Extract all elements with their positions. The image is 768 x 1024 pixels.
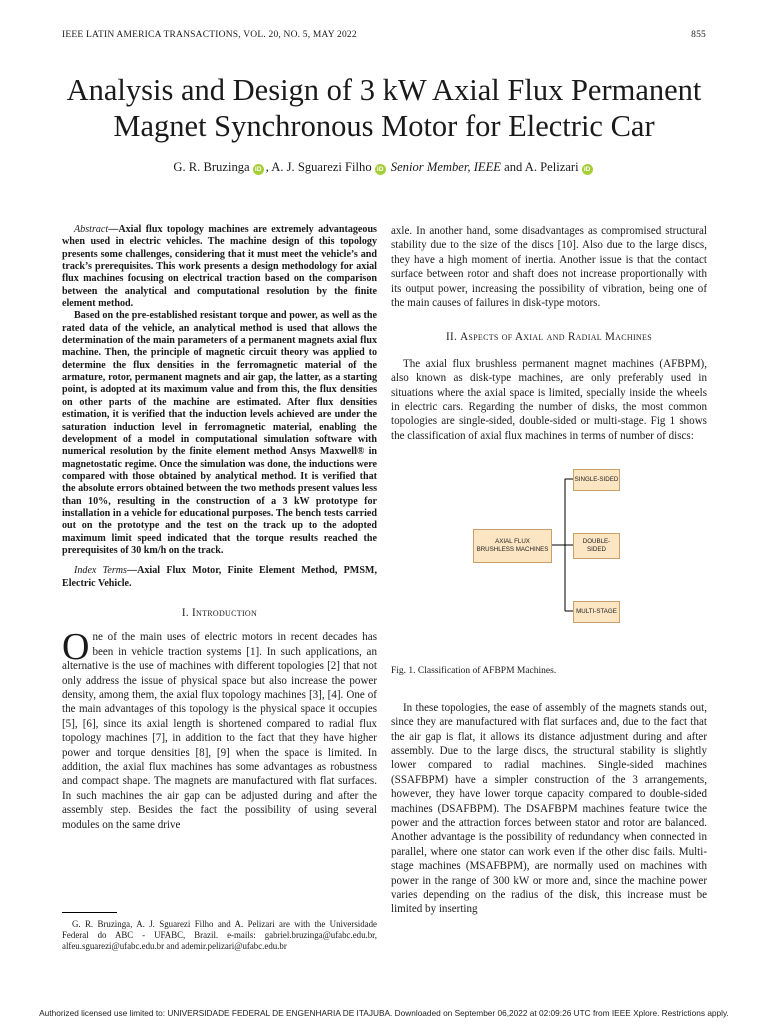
body-paragraph: [62, 626, 377, 832]
author-name: and A. Pelizari: [500, 160, 579, 174]
paper-title: [40, 72, 728, 144]
page-number: 855: [691, 30, 706, 40]
running-header: [62, 30, 706, 44]
section-heading: [62, 606, 377, 620]
title-line-2: Magnet Synchronous Motor for Electric Car: [113, 109, 655, 143]
index-terms-text: —Axial Flux Motor, Finite Element Method, PMSM, Electric Vehicle.: [62, 565, 377, 589]
abstract-label: Abstract: [74, 224, 109, 235]
diagram-node-multi-stage: MULTI-STAGE: [573, 601, 620, 623]
diagram-node-single-sided: SINGLE-SIDED: [573, 469, 620, 491]
section-number: II.: [446, 331, 461, 344]
author-list: [40, 160, 728, 175]
orcid-icon[interactable]: iD: [582, 164, 593, 175]
title-line-1: Analysis and Design of 3 kW Axial Flux Permanent: [66, 73, 702, 107]
author-name: , A. J. Sguarezi Filho: [265, 160, 372, 174]
body-paragraph: In these topologies, the ease of assembly of the magnets stands out, since they are manufactured with flat surfaces and, due to the fact that the air gap is flat, it allows its distance adjustment during and after assembly. Due to the large discs, the structural stability is slightly lower compared to radial machines. Single-sided machines (SSAFBPM) have a simpler construction of the 3 arrangements, however, they have lower torque capacity compared to double-sided machines (DSAFBPM). The DSAFBPM machines feature twice the power and the attraction forces between stator and rotor are balanced. Another advantage is the possibility of redundancy when connected in parallel, where one stator can work even if the other disc fails. Multi-stage machines (MSAFBPM), are normally used on machines with power in the range of 300 kW or more and, since the machine power varies depending on the radius of the disk, this increase must be limited by inserting: [391, 701, 707, 916]
author-name: G. R. Bruzinga: [173, 160, 250, 174]
footnote-text: G. R. Bruzinga, A. J. Sguarezi Filho and A. Pelizari are with the Universidade Federal do ABC - UFABC, Brazil. e-mails: gabriel.bruzinga@ufabc.edu.br, alfeu.sguarezi@ufabc.edu.br and ademir.pelizari@ufabc.edu.br: [62, 919, 377, 951]
abstract-text: —Axial flux topology machines are extremely advantageous when used in electric vehicles. The machine design of this topology presents some challenges, considering that it must meet the vehicle’s and track’s prerequisites. This work presents a design methodology for axial flux machines focusing on electrical traction based on the comparison between the analytical and computational resolution by the finite element method.: [62, 224, 377, 310]
abstract-paragraph: Based on the pre-established resistant torque and power, as well as the rated data of the vehicle, an analytical method is used that allows the determination of the main parameters of a permanent magnets axial flux machine. Then, the principle of magnetic circuit theory was applied to determine the flux densities in the ferromagnetic material of the armature, rotor, permanent magnets and air gap, the latter, as a starting point, is adopted at its maximum value and from this, the flux densities on other parts of the machine are estimated. After flux densities estimation, it is verified that the induction levels achieved are under the saturation induction level in ferromagnetic material, enabling the development of a model in computational simulation software with numerical resolution by the finite element method Ansys Maxwell® in magnetostatic regime. Once the simulation was done, the inductions were compared with those obtained by analytical method. It is verified that the absolute errors obtained between the two methods present values less than 10%, resulting in the construction of a 3 kW prototype for installation in a vehicle for educational purposes. The bench tests carried out on the prototype and the test on the track up to the adopted maximum limit speed indicated that the torque results reached the prerequisites of 30 km/h on the track.: [62, 310, 377, 556]
index-terms: [62, 565, 377, 590]
orcid-icon[interactable]: iD: [253, 164, 264, 175]
root-node-label-line1: AXIAL FLUX: [495, 538, 530, 546]
root-node-label-line2: BRUSHLESS MACHINES: [476, 546, 549, 554]
orcid-icon[interactable]: iD: [375, 164, 386, 175]
body-text: ne of the main uses of electric motors in recent decades has been in vehicle traction systems [1]. In such applications, an alternative is the use of machines with different topologies [2] that not only address the issue of physical space but also increase the power density, among them, the axial flux topology machines [3], [4]. One of the main advantages of this topology is the physical space it occupies [5], [6], since its axial length is shortened compared to radial flux topology machines [7], in addition to the fact that they have higher power and torque densities [8], [9] when the space is limited. In addition, the axial flux machines has some advantages as robustness and compact shape. The magnets are manufactured with flat surfaces. In such machines the air gap can be adjusted during and after the assembly step. Besides the fact the possibility of using several modules on the same drive: [62, 631, 377, 831]
index-terms-label: Index Terms: [74, 565, 127, 577]
drop-cap: O: [62, 626, 90, 669]
journal-header: IEEE LATIN AMERICA TRANSACTIONS, VOL. 20, NO. 5, MAY 2022: [62, 30, 357, 40]
author-footnote: [62, 919, 377, 952]
license-footer: Authorized licensed use limited to: UNIVERSIDADE FEDERAL DE ENGENHARIA DE ITAJUBA. Downloaded on September 06,2022 at 02:09:26 UTC from IEEE Xplore. Restrictions apply.: [39, 1008, 729, 1018]
body-paragraph: axle. In another hand, some disadvantages as compromised structural stability due to the size of the discs [10]. Also due to the large discs, they have a high moment of inertia. Another issue is that the contact surface between rotor and shaft does not increase proportionally with its output power, increasing the possibility of vibration, being one of the main causes of failures in disk-type motors.: [391, 225, 707, 310]
section-title: Aspects of Axial and Radial Machines: [460, 331, 652, 344]
section-heading: [391, 330, 707, 344]
right-column: [391, 224, 707, 917]
left-column: [62, 224, 377, 832]
figure-caption: Fig. 1. Classification of AFBPM Machines.: [391, 666, 557, 677]
classification-diagram: [391, 461, 707, 651]
section-number: I.: [181, 606, 193, 619]
diagram-root-node: [473, 529, 552, 563]
diagram-node-double-sided: DOUBLE-SIDED: [573, 533, 620, 559]
footnote-divider: [62, 912, 117, 913]
author-membership: Senior Member, IEEE: [390, 160, 501, 174]
section-title: Introduction: [192, 606, 258, 619]
abstract-paragraph: [62, 224, 377, 310]
body-paragraph: The axial flux brushless permanent magnet machines (AFBPM), also known as disk-type machines, are only preferably used in situations where the axial space is limited, specially inside the wheels in electric cars. Regarding the number of disks, the most common topologies are single-sided, double-sided or multi-stage. Fig 1 shows the classification of axial flux machines in terms of number of discs:: [391, 357, 707, 442]
abstract: [62, 224, 377, 557]
